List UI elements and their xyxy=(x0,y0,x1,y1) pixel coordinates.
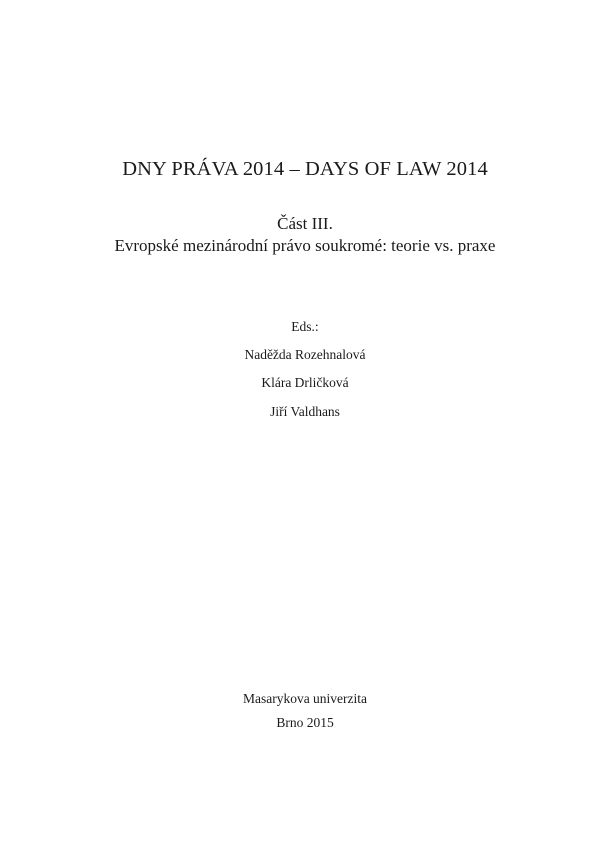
document-subtitle: Evropské mezinárodní právo soukromé: teorie vs. praxe xyxy=(114,236,496,255)
editor-name: Jiří Valdhans xyxy=(270,404,340,419)
editors-label: Eds.: xyxy=(291,319,319,334)
editor-name: Naděžda Rozehnalová xyxy=(244,347,366,362)
document-title: DNY PRÁVA 2014 – DAYS OF LAW 2014 xyxy=(122,158,488,180)
publication-place-year: Brno 2015 xyxy=(276,715,334,730)
publisher-name: Masarykova univerzita xyxy=(242,691,368,706)
editor-name: Klára Drličková xyxy=(261,375,349,390)
part-heading: Část III. xyxy=(277,214,333,233)
